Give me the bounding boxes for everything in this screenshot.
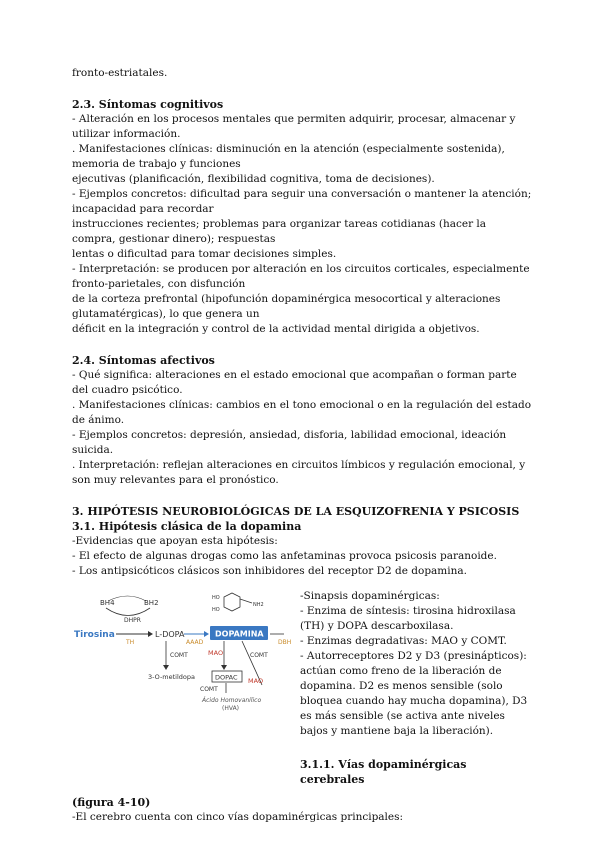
para-line: - Los antipsicóticos clásicos son inhibidores del receptor D2 de dopamina. xyxy=(72,565,467,577)
ho-label-1: HO xyxy=(212,595,220,601)
para-line: . Manifestaciones clínicas: cambios en el tono emocional o en la regulación del estado de ánimo. xyxy=(72,399,532,426)
dopamina-mao-arrowhead xyxy=(221,665,227,670)
bh-cycle-arrow xyxy=(106,608,150,616)
subsection-heading-figure-ref: (figura 4-10) xyxy=(72,796,151,809)
ldopa-dopamina-arrowhead xyxy=(204,631,209,637)
mao-label-2: MAO xyxy=(248,677,264,685)
synapse-line: - Enzima de síntesis: tirosina hidroxilasa (TH) y DOPA descarboxilasa. xyxy=(300,605,516,632)
para-line: -Evidencias que apoyan esta hipótesis: xyxy=(72,535,278,547)
dopamine-synthesis-diagram xyxy=(72,589,296,714)
para-line: . Interpretación: reflejan alteraciones en circuitos límbicos y regulación emocional, y son muy relevantes para el pronóstico. xyxy=(72,459,526,486)
dopamina-label: DOPAMINA xyxy=(215,629,264,639)
dopamine-ring xyxy=(224,593,240,611)
document-page xyxy=(72,66,532,825)
comt-label-2: COMT xyxy=(250,652,268,659)
dhpr-label: DHPR xyxy=(124,617,141,624)
para-line: lentas o dificultad para tomar decisiones simples. xyxy=(72,248,337,260)
metildopa-label: 3-O-metildopa xyxy=(148,673,196,681)
ldopa-down-arrowhead xyxy=(163,665,169,670)
aaad-label: AAAD xyxy=(186,639,204,646)
para-line: ejecutivas (planificación, flexibilidad cognitiva, toma de decisiones). xyxy=(72,173,435,185)
section-heading-3: 3. HIPÓTESIS NEUROBIOLÓGICAS DE LA ESQUIZOFRENIA Y PSICOSIS xyxy=(72,505,520,518)
mao-label-1: MAO xyxy=(208,649,224,657)
section-heading-2-4: 2.4. Síntomas afectivos xyxy=(72,354,215,367)
subsection-heading-3-1-1: 3.1.1. Vías dopaminérgicas cerebrales xyxy=(300,758,467,786)
section-heading-2-3: 2.3. Síntomas cognitivos xyxy=(72,98,224,111)
synapse-line: -Sinapsis dopaminérgicas: xyxy=(300,590,440,602)
bh4-label: BH4 xyxy=(100,599,115,607)
para-line: -El cerebro cuenta con cinco vías dopaminérgicas principales: xyxy=(72,811,404,823)
ho-label-2: HO xyxy=(212,607,220,613)
bh2-label: BH2 xyxy=(144,599,159,607)
ldopa-label: L-DOPA xyxy=(155,630,185,639)
para-line: - Alteración en los procesos mentales que permiten adquirir, procesar, almacenar y utilizar información. xyxy=(72,113,516,140)
para-line: - Ejemplos concretos: depresión, ansiedad, disforia, labilidad emocional, ideación suicida. xyxy=(72,429,507,456)
dopac-label: DOPAC xyxy=(215,673,238,682)
para-line: - Interpretación: se producen por alteración en los circuitos corticales, especialmente fronto-parietales, con disfunción xyxy=(72,263,530,290)
hva-abbrev: (HVA) xyxy=(222,705,240,712)
synapse-line: - Autorreceptores D2 y D3 (presinápticos): actúan como freno de la liberación de dopamina. D2 es menos sensible (solo bloquea cuando hay mucha dopamina), D3 es más sensible (se activa ante niveles bajos y mantiene baja la liberación). xyxy=(300,650,528,737)
figure-row xyxy=(72,589,532,737)
nh2-label: NH2 xyxy=(253,602,264,608)
para-line: déficit en la integración y control de la actividad mental dirigida a objetivos. xyxy=(72,323,480,335)
tyr-ldopa-arrowhead xyxy=(148,631,153,637)
tirosina-label: Tirosina xyxy=(74,630,115,640)
comt-label-3: COMT xyxy=(200,686,218,693)
para-line: . Manifestaciones clínicas: disminución en la atención (especialmente sostenida), memoria de trabajo y funciones xyxy=(72,143,505,170)
para-line: - Ejemplos concretos: dificultad para seguir una conversación o mantener la atención; incapacidad para recordar xyxy=(72,188,532,215)
subsection-heading-3-1: 3.1. Hipótesis clásica de la dopamina xyxy=(72,520,302,533)
para-line: - Qué significa: alteraciones en el estado emocional que acompañan o forman parte del cuadro psicótico. xyxy=(72,369,517,396)
synapse-line: - Enzimas degradativas: MAO y COMT. xyxy=(300,635,507,647)
dbh-label: DBH xyxy=(278,639,292,646)
hva-label: Ácido Homovanílico xyxy=(202,697,262,704)
dopamine-chain xyxy=(240,599,252,603)
para-line: instrucciones recientes; problemas para organizar tareas cotidianas (hacer la compra, gestionar dinero); respuestas xyxy=(72,218,487,245)
comt-label-1: COMT xyxy=(170,652,188,659)
para-line: - El efecto de algunas drogas como las anfetaminas provoca psicosis paranoide. xyxy=(72,550,497,562)
intro-line: fronto-estriatales. xyxy=(72,67,168,79)
synapse-notes xyxy=(300,589,532,739)
para-line: de la corteza prefrontal (hipofunción dopaminérgica mesocortical y alteraciones glutamatérgicas), lo que genera un xyxy=(72,293,501,320)
th-label: TH xyxy=(126,639,135,646)
